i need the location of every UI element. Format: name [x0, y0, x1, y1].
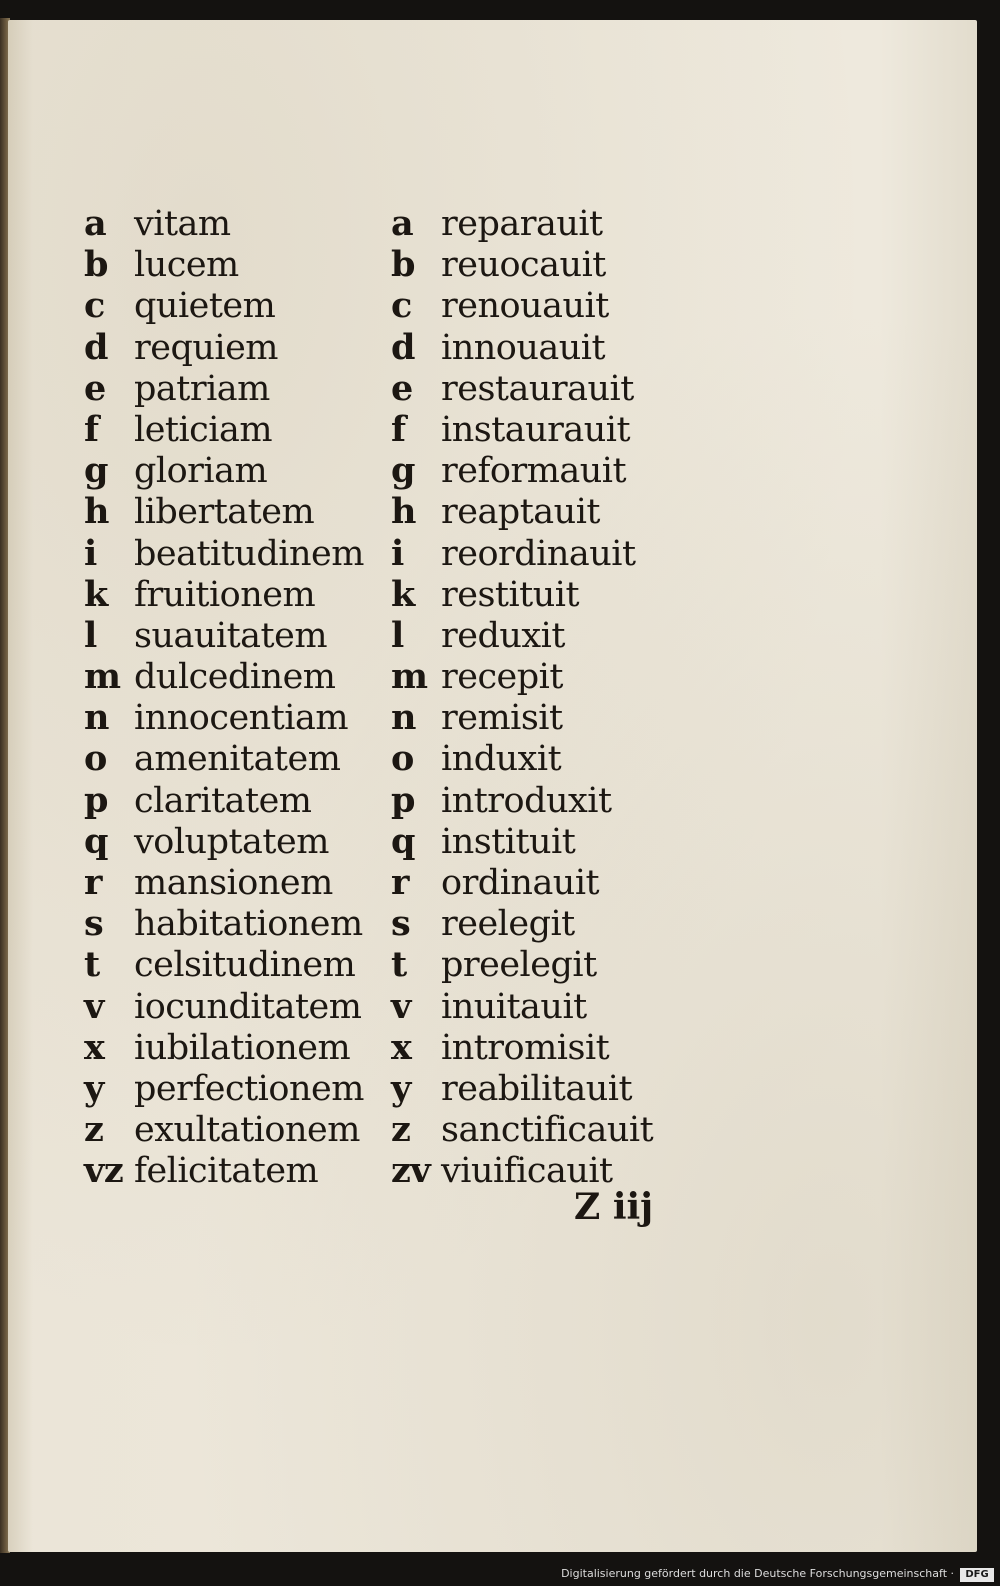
right-letter: r [391, 862, 409, 903]
left-letter: q [84, 820, 108, 862]
left-word: beatitudinem [134, 533, 364, 574]
right-letter: zv [391, 1150, 431, 1192]
right-letter: p [391, 779, 415, 821]
signature-mark: Z iij [574, 1186, 654, 1228]
left-word: libertatem [134, 492, 315, 533]
right-word: sanctificauit [441, 1110, 654, 1151]
right-row [391, 738, 653, 779]
right-row [391, 244, 653, 285]
right-row [391, 1068, 653, 1109]
right-letter: z [391, 1109, 411, 1151]
left-letter: s [84, 903, 104, 945]
left-row [84, 1150, 364, 1191]
left-row [84, 780, 364, 821]
left-row [84, 738, 364, 779]
right-row [391, 574, 653, 615]
left-letter: n [84, 697, 109, 739]
right-letter: f [391, 408, 406, 450]
right-letter: c [391, 285, 412, 327]
left-word: celsitudinem [134, 945, 356, 986]
left-word: amenitatem [134, 739, 341, 780]
right-word: intromisit [441, 1027, 610, 1068]
right-letter: b [391, 244, 415, 286]
right-letter: s [391, 903, 411, 945]
right-row [391, 409, 653, 450]
right-word: instaurauit [441, 409, 631, 450]
right-row [391, 285, 653, 326]
digitization-credit: Digitalisierung gefördert durch die Deutsche Forschungsgemeinschaft · [561, 1567, 954, 1580]
left-word: mansionem [134, 863, 333, 903]
left-letter: v [84, 985, 104, 1027]
left-word: vitam [134, 204, 231, 244]
left-word: claritatem [134, 780, 312, 821]
left-row [84, 615, 364, 656]
right-word: remisit [441, 698, 563, 739]
right-letter: m [391, 656, 428, 698]
left-row [84, 821, 364, 862]
left-letter: l [84, 614, 97, 656]
left-row [84, 450, 364, 491]
right-letter: e [391, 367, 413, 409]
right-row [391, 368, 653, 409]
left-row [84, 986, 364, 1027]
right-word: reordinauit [441, 533, 636, 574]
left-letter: vz [84, 1150, 124, 1192]
left-row [84, 368, 364, 409]
right-word: restituit [441, 574, 580, 615]
left-row [84, 203, 364, 244]
left-row [84, 903, 364, 944]
left-letter: c [84, 285, 105, 327]
right-word: reuocauit [441, 245, 606, 286]
left-word: perfectionem [134, 1068, 364, 1109]
right-row [391, 533, 653, 574]
right-letter: t [391, 944, 407, 986]
left-letter: o [84, 738, 107, 780]
left-row [84, 862, 364, 903]
left-letter: r [84, 862, 102, 903]
right-letter: d [391, 326, 415, 368]
left-letter: g [84, 450, 108, 492]
right-word: introduxit [441, 780, 612, 821]
right-row [391, 656, 653, 697]
right-word: reelegit [441, 904, 575, 945]
left-word: voluptatem [134, 821, 329, 862]
right-row [391, 944, 653, 985]
left-word: gloriam [134, 451, 268, 492]
left-letter: b [84, 244, 108, 286]
left-row [84, 491, 364, 532]
left-row [84, 285, 364, 326]
left-word: felicitatem [134, 1151, 319, 1192]
right-word: ordinauit [441, 863, 600, 903]
right-letter: v [391, 985, 411, 1027]
left-word: quietem [134, 286, 276, 327]
left-row [84, 944, 364, 985]
right-word-column [391, 203, 653, 1192]
left-row [84, 244, 364, 285]
right-word: reabilitauit [441, 1068, 633, 1109]
right-letter: k [391, 573, 415, 615]
dfg-logo: DFG [960, 1568, 994, 1582]
left-word: leticiam [134, 409, 273, 450]
right-word: inuitauit [441, 986, 587, 1027]
left-row [84, 409, 364, 450]
left-word: innocentiam [134, 698, 349, 739]
right-letter: o [391, 738, 414, 780]
left-letter: y [84, 1067, 104, 1109]
right-letter: n [391, 697, 416, 739]
left-word-column [84, 203, 364, 1192]
left-word: patriam [134, 368, 270, 409]
right-word: preelegit [441, 945, 597, 986]
right-row [391, 203, 653, 244]
right-row [391, 327, 653, 368]
right-row [391, 491, 653, 532]
left-row [84, 1027, 364, 1068]
right-row [391, 450, 653, 491]
right-row [391, 986, 653, 1027]
left-word: lucem [134, 245, 239, 286]
right-word: instituit [441, 821, 576, 862]
left-letter: a [84, 203, 107, 244]
right-letter: l [391, 614, 404, 656]
right-word: reaptauit [441, 492, 600, 533]
right-row [391, 821, 653, 862]
right-letter: q [391, 820, 415, 862]
book-page [8, 20, 977, 1552]
left-letter: p [84, 779, 108, 821]
right-word: recepit [441, 657, 563, 698]
left-letter: x [84, 1026, 105, 1068]
left-letter: z [84, 1109, 104, 1151]
right-row [391, 1027, 653, 1068]
left-row [84, 1109, 364, 1150]
right-row [391, 1109, 653, 1150]
left-row [84, 574, 364, 615]
right-row [391, 780, 653, 821]
right-letter: h [391, 491, 416, 533]
right-word: reformauit [441, 451, 627, 492]
left-letter: e [84, 367, 106, 409]
right-letter: y [391, 1067, 411, 1109]
right-letter: a [391, 203, 414, 244]
left-letter: t [84, 944, 100, 986]
left-word: fruitionem [134, 574, 316, 615]
right-word: viuificauit [441, 1151, 613, 1192]
right-letter: g [391, 450, 415, 492]
right-row [391, 697, 653, 738]
left-letter: h [84, 491, 109, 533]
right-letter: i [391, 532, 404, 574]
right-row [391, 903, 653, 944]
right-word: innouauit [441, 327, 606, 368]
left-word: dulcedinem [134, 657, 336, 698]
right-word: reparauit [441, 204, 603, 244]
left-row [84, 533, 364, 574]
right-row [391, 615, 653, 656]
left-row [84, 327, 364, 368]
right-word: restaurauit [441, 368, 634, 409]
left-word: habitationem [134, 904, 363, 945]
left-word: iocunditatem [134, 986, 362, 1027]
right-row [391, 862, 653, 903]
right-word: renouauit [441, 286, 609, 327]
left-word: requiem [134, 327, 278, 368]
left-word: exultationem [134, 1110, 360, 1151]
left-letter: i [84, 532, 97, 574]
left-word: iubilationem [134, 1027, 351, 1068]
left-row [84, 656, 364, 697]
left-word: suauitatem [134, 615, 328, 656]
left-row [84, 697, 364, 738]
right-letter: x [391, 1026, 412, 1068]
right-word: induxit [441, 739, 562, 780]
right-word: reduxit [441, 615, 565, 656]
left-letter: k [84, 573, 108, 615]
left-row [84, 1068, 364, 1109]
left-letter: m [84, 656, 121, 698]
left-letter: f [84, 408, 99, 450]
left-letter: d [84, 326, 108, 368]
